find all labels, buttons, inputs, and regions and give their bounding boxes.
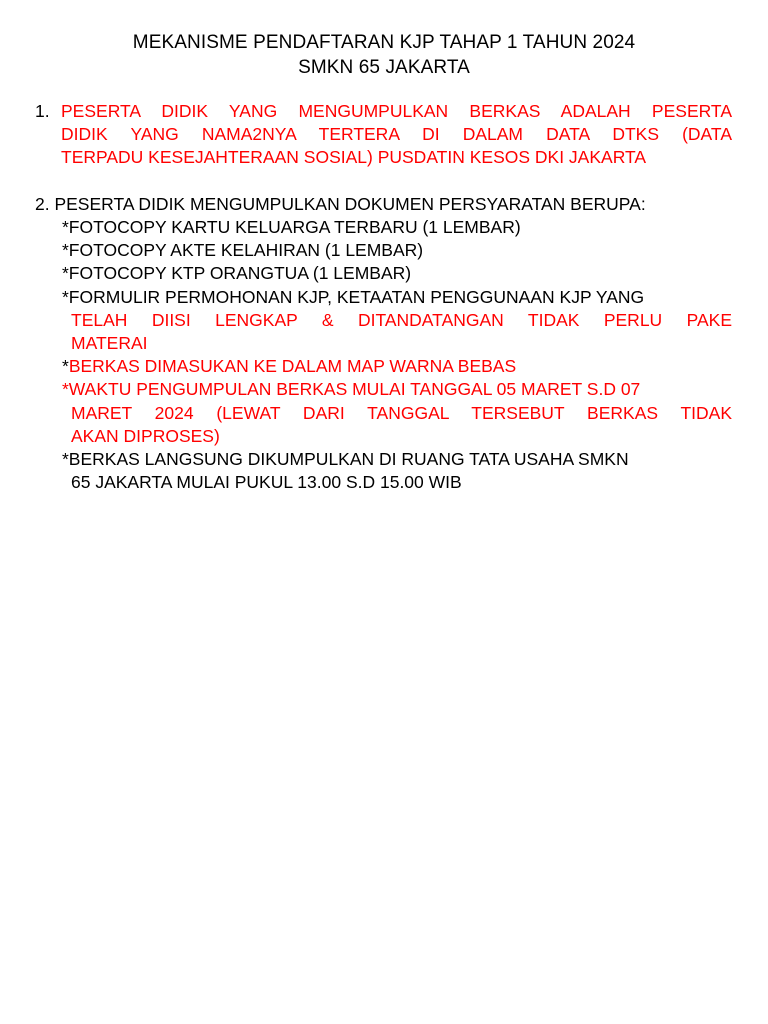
requirement-map-bullet: * <box>62 356 69 376</box>
requirement-formulir-line-3: MATERAI <box>71 333 148 353</box>
requirement-ruang-line-2: 65 JAKARTA MULAI PUKUL 13.00 S.D 15.00 WIB <box>71 472 462 492</box>
point-1-line-3: TERPADU KESEJAHTERAAN SOSIAL) PUSDATIN KESOS DKI JAKARTA <box>61 147 647 167</box>
point-1-number: 1. <box>35 101 50 121</box>
requirement-waktu-line-1: *WAKTU PENGUMPULAN BERKAS MULAI TANGGAL 05 MARET S.D 07 <box>62 379 641 399</box>
point-2-heading: 2. PESERTA DIDIK MENGUMPULKAN DOKUMEN PERSYARATAN BERUPA: <box>35 194 646 214</box>
page-title: MEKANISME PENDAFTARAN KJP TAHAP 1 TAHUN 2024 <box>132 32 636 53</box>
requirement-waktu-line-2: MARET 2024 (LEWAT DARI TANGGAL TERSEBUT BERKAS TIDAK <box>71 403 732 423</box>
requirement-map <box>62 355 516 377</box>
page-subtitle: SMKN 65 JAKARTA <box>298 57 470 78</box>
requirement-waktu-line-3: AKAN DIPROSES) <box>71 426 220 446</box>
requirement-kartu-keluarga: *FOTOCOPY KARTU KELUARGA TERBARU (1 LEMBAR) <box>62 217 521 237</box>
requirement-map-text: BERKAS DIMASUKAN KE DALAM MAP WARNA BEBAS <box>68 356 517 376</box>
point-1-line-1: PESERTA DIDIK YANG MENGUMPULKAN BERKAS ADALAH PESERTA <box>61 101 732 121</box>
requirement-ruang-line-1: *BERKAS LANGSUNG DIKUMPULKAN DI RUANG TATA USAHA SMKN <box>62 449 629 469</box>
requirement-formulir-line-1: *FORMULIR PERMOHONAN KJP, KETAATAN PENGGUNAAN KJP YANG <box>62 287 645 307</box>
requirement-ktp-orangtua: *FOTOCOPY KTP ORANGTUA (1 LEMBAR) <box>62 263 412 283</box>
point-1-line-2: DIDIK YANG NAMA2NYA TERTERA DI DALAM DATA DTKS (DATA <box>61 124 732 144</box>
requirement-formulir-line-2: TELAH DIISI LENGKAP & DITANDATANGAN TIDAK PERLU PAKE <box>71 310 732 330</box>
requirement-akte-kelahiran: *FOTOCOPY AKTE KELAHIRAN (1 LEMBAR) <box>62 240 424 260</box>
